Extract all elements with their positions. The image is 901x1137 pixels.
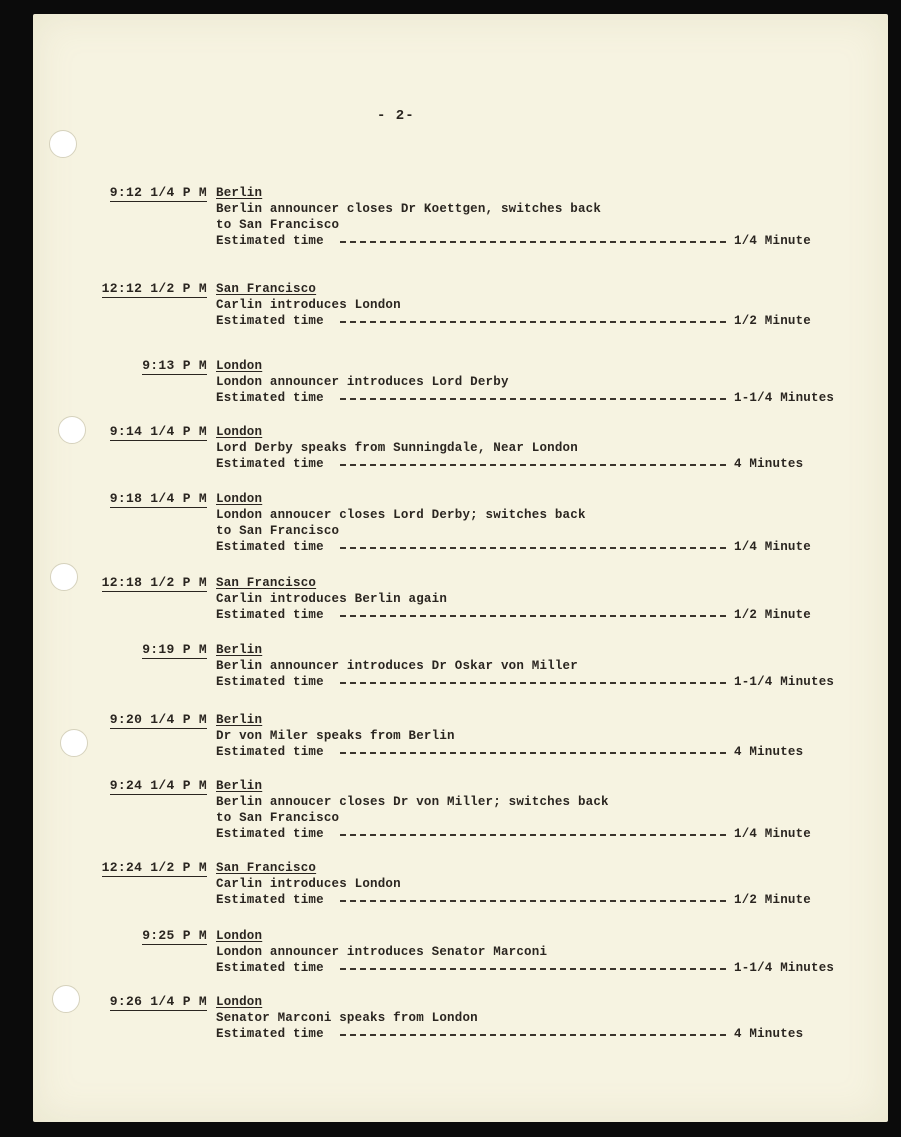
schedule-entry: [0, 712, 901, 782]
entry-time: 9:13 P M: [142, 358, 207, 373]
entry-time: 9:25 P M: [142, 928, 207, 943]
duration-value: 1/2 Minute: [734, 314, 812, 328]
entry-time: 12:18 1/2 P M: [101, 575, 207, 590]
schedule-entry: [0, 928, 901, 998]
duration-value: 4 Minutes: [734, 745, 804, 759]
entry-text: [216, 994, 804, 1042]
dashed-leader: [340, 398, 726, 400]
entry-description: to San Francisco: [216, 524, 340, 538]
entry-location: Berlin: [216, 186, 263, 200]
entry-description: London annoucer closes Lord Derby; switches back: [216, 508, 586, 522]
schedule-entry: [0, 185, 901, 255]
entry-location: Berlin: [216, 643, 263, 657]
page-number: - 2-: [377, 108, 415, 124]
entry-description: Berlin announcer introduces Dr Oskar von Miller: [216, 659, 578, 673]
entry-description: Berlin annoucer closes Dr von Miller; switches back: [216, 795, 609, 809]
dashed-leader: [340, 547, 726, 549]
entry-location: San Francisco: [216, 282, 317, 296]
estimated-time-line: [216, 826, 812, 842]
entry-description: to San Francisco: [216, 218, 340, 232]
duration-value: 1-1/4 Minutes: [734, 961, 835, 975]
estimated-time-line: [216, 539, 812, 555]
estimated-time-label: Estimated time: [216, 314, 324, 328]
schedule-entry: [0, 281, 901, 351]
entry-description: Lord Derby speaks from Sunningdale, Near London: [216, 441, 578, 455]
estimated-time-label: Estimated time: [216, 234, 324, 248]
entry-time: 9:14 1/4 P M: [109, 424, 207, 439]
estimated-time-line: [216, 607, 812, 623]
estimated-time-label: Estimated time: [216, 961, 324, 975]
schedule-entry: [0, 642, 901, 712]
estimated-time-label: Estimated time: [216, 540, 324, 554]
entry-text: [216, 281, 812, 329]
estimated-time-line: [216, 313, 812, 329]
estimated-time-line: [216, 233, 812, 249]
schedule-entry: [0, 491, 901, 561]
entry-description: Berlin announcer closes Dr Koettgen, switches back: [216, 202, 602, 216]
entry-location: London: [216, 359, 263, 373]
duration-value: 1/4 Minute: [734, 827, 812, 841]
duration-value: 1/4 Minute: [734, 234, 812, 248]
duration-value: 1-1/4 Minutes: [734, 391, 835, 405]
punch-hole-top: [49, 130, 77, 158]
dashed-leader: [340, 241, 726, 243]
entry-text: [216, 778, 812, 842]
entry-description: to San Francisco: [216, 811, 340, 825]
estimated-time-line: [216, 674, 835, 690]
schedule-entry: [0, 575, 901, 645]
entry-time: 9:24 1/4 P M: [109, 778, 207, 793]
duration-value: 1/2 Minute: [734, 608, 812, 622]
estimated-time-label: Estimated time: [216, 391, 324, 405]
estimated-time-line: [216, 390, 835, 406]
entry-description: Carlin introduces Berlin again: [216, 592, 448, 606]
dashed-leader: [340, 321, 726, 323]
entry-time: 9:12 1/4 P M: [109, 185, 207, 200]
dashed-leader: [340, 615, 726, 617]
entry-time: 12:24 1/2 P M: [101, 860, 207, 875]
schedule-entry: [0, 424, 901, 494]
duration-value: 1-1/4 Minutes: [734, 675, 835, 689]
schedule-entry: [0, 778, 901, 848]
schedule-entry: [0, 994, 901, 1064]
estimated-time-label: Estimated time: [216, 893, 324, 907]
entry-description: London announcer introduces Senator Marconi: [216, 945, 548, 959]
entry-time: 12:12 1/2 P M: [101, 281, 207, 296]
estimated-time-label: Estimated time: [216, 608, 324, 622]
entry-text: [216, 642, 835, 690]
estimated-time-line: [216, 744, 804, 760]
estimated-time-label: Estimated time: [216, 745, 324, 759]
duration-value: 4 Minutes: [734, 457, 804, 471]
estimated-time-line: [216, 1026, 804, 1042]
entry-time: 9:19 P M: [142, 642, 207, 657]
entry-location: Berlin: [216, 713, 263, 727]
entry-text: [216, 358, 835, 406]
dashed-leader: [340, 834, 726, 836]
duration-value: 1/2 Minute: [734, 893, 812, 907]
entry-time: 9:18 1/4 P M: [109, 491, 207, 506]
estimated-time-label: Estimated time: [216, 1027, 324, 1041]
schedule-entry: [0, 358, 901, 428]
entry-text: [216, 860, 812, 908]
duration-value: 4 Minutes: [734, 1027, 804, 1041]
estimated-time-label: Estimated time: [216, 457, 324, 471]
entry-description: Dr von Miler speaks from Berlin: [216, 729, 455, 743]
estimated-time-line: [216, 892, 812, 908]
entry-description: Senator Marconi speaks from London: [216, 1011, 478, 1025]
dashed-leader: [340, 682, 726, 684]
dashed-leader: [340, 1034, 726, 1036]
entry-location: London: [216, 425, 263, 439]
schedule-entry: [0, 860, 901, 930]
entry-text: [216, 491, 812, 555]
estimated-time-line: [216, 960, 835, 976]
dashed-leader: [340, 968, 726, 970]
estimated-time-line: [216, 456, 804, 472]
entry-description: Carlin introduces London: [216, 877, 401, 891]
dashed-leader: [340, 464, 726, 466]
entry-text: [216, 575, 812, 623]
entry-text: [216, 424, 804, 472]
entry-text: [216, 185, 812, 249]
entry-time: 9:20 1/4 P M: [109, 712, 207, 727]
entry-description: Carlin introduces London: [216, 298, 401, 312]
duration-value: 1/4 Minute: [734, 540, 812, 554]
entry-text: [216, 928, 835, 976]
entry-description: London announcer introduces Lord Derby: [216, 375, 509, 389]
entry-location: Berlin: [216, 779, 263, 793]
estimated-time-label: Estimated time: [216, 675, 324, 689]
entry-location: San Francisco: [216, 576, 317, 590]
entry-location: London: [216, 929, 263, 943]
estimated-time-label: Estimated time: [216, 827, 324, 841]
entry-text: [216, 712, 804, 760]
entry-time: 9:26 1/4 P M: [109, 994, 207, 1009]
entry-location: London: [216, 995, 263, 1009]
entry-location: San Francisco: [216, 861, 317, 875]
dashed-leader: [340, 752, 726, 754]
dashed-leader: [340, 900, 726, 902]
entry-location: London: [216, 492, 263, 506]
